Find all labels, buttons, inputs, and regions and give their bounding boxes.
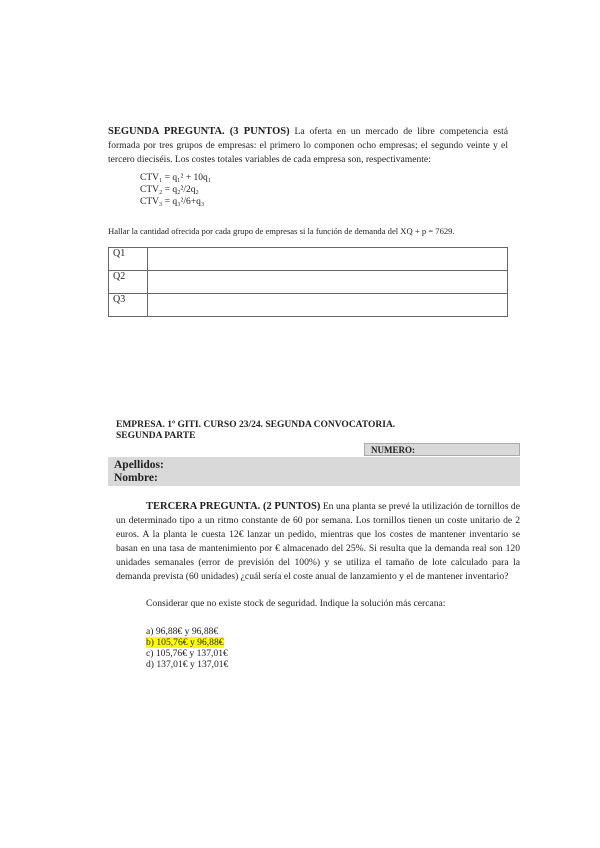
option-b (146, 637, 228, 648)
header-line2: SEGUNDA PARTE (116, 431, 196, 441)
answer-cell-q2[interactable] (148, 271, 508, 294)
row-label-q3: Q3 (109, 294, 148, 317)
q3-text: En una planta se prevé la utilización de tornillos de un determinado tipo a un ritmo constante de 60 por semana. Los tornillos tienen un coste unitario de 2 euros. A la planta le cuesta 12€ lanzar un pedido, mientras que los costes de mantener inventario se basan en una tasa de mantenimiento por € almacenado del 25%. Si resulta que la demanda real son 120 unidades semanales (error de previsión del 100%) y se utiliza el tamaño de lote calculado para la demanda prevista (60 unidades) ¿cuál sería el coste anual de lanzamiento y el de mantener inventario? (116, 501, 520, 582)
q3-paragraph (116, 500, 520, 584)
answer-cell-q3[interactable] (148, 294, 508, 317)
numero-field[interactable] (364, 443, 520, 456)
q3-options (146, 626, 228, 670)
q2-paragraph (108, 125, 508, 167)
header-line1: EMPRESA. 1º GITI. CURSO 23/24. SEGUNDA CONVOCATORIA. (116, 420, 396, 430)
numero-label: NUMERO: (371, 445, 415, 455)
table-row (109, 294, 508, 317)
formula-ctv1: CTV₁ = q₁² + 10q₁ (140, 173, 211, 183)
formula-ctv2: CTV₂ = q₂²/2q₂ (140, 185, 199, 195)
option-c[interactable]: c) 105,76€ y 137,01€ (146, 648, 228, 659)
q3-note: Considerar que no existe stock de seguridad. Indique la solución más cercana: (146, 598, 446, 609)
exam-header (116, 420, 395, 442)
table-row (109, 248, 508, 271)
q3-title: TERCERA PREGUNTA. (2 PUNTOS) (146, 501, 321, 512)
q2-title: SEGUNDA PREGUNTA. (3 PUNTOS) (108, 126, 290, 137)
nombre-label: Nombre: (114, 472, 158, 484)
answer-cell-q1[interactable] (148, 248, 508, 271)
q2-answer-table (108, 247, 508, 317)
option-a[interactable]: a) 96,88€ y 96,88€ (146, 626, 219, 637)
formula-ctv3: CTV₃ = q₃²/6+q₃ (140, 197, 205, 207)
q2-formulas (140, 172, 211, 208)
option-b-highlighted[interactable]: b) 105,76€ y 96,88€ (146, 637, 224, 648)
option-d[interactable]: d) 137,01€ y 137,01€ (146, 659, 229, 670)
q2-find-text: Hallar la cantidad ofrecida por cada grupo de empresas si la función de demanda del XQ + p = 7629. (108, 226, 455, 236)
q2-text: La oferta en un mercado de libre competencia está formada por tres grupos de empresas: el primero lo componen ocho empresas; el segundo veinte y el tercero dieciséis. Los costes totales variables de cada empresa son, respectivamente: (108, 126, 508, 165)
row-label-q2: Q2 (109, 271, 148, 294)
name-field[interactable] (108, 457, 520, 486)
row-label-q1: Q1 (109, 248, 148, 271)
table-row (109, 271, 508, 294)
apellidos-label: Apellidos: (114, 459, 164, 471)
